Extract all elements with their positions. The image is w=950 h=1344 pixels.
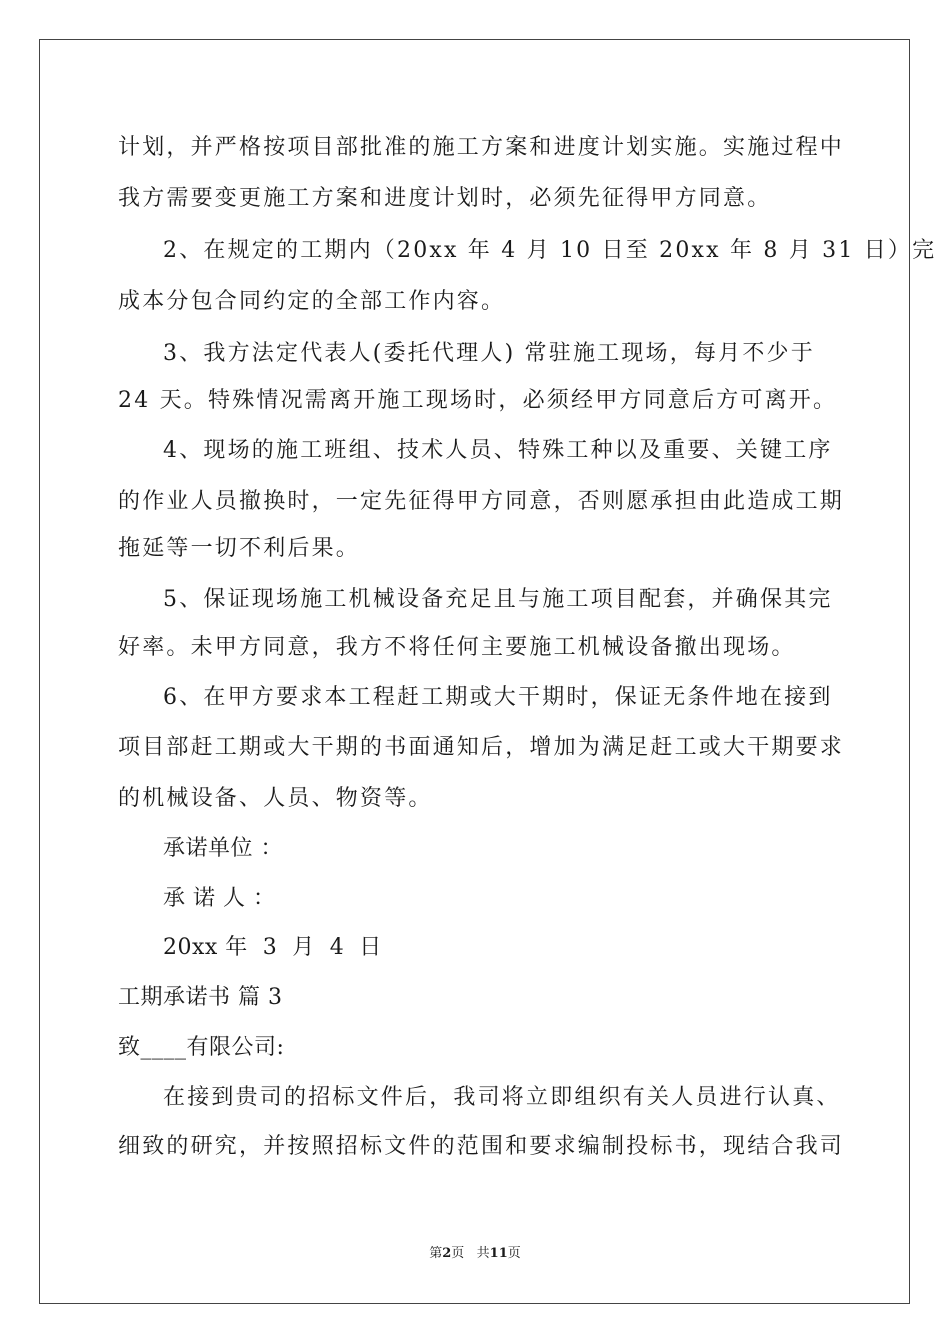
- body-line-1: 计划，并严格按项目部批准的施工方案和进度计划实施。实施过程中: [118, 135, 845, 160]
- section-title: 工期承诺书 篇 3: [118, 985, 283, 1010]
- page-border: [39, 39, 937, 1304]
- clause-4-line-3: 拖延等一切不利后果。: [118, 536, 361, 561]
- clause-6-line-1: 6、在甲方要求本工程赶工期或大干期时，保证无条件地在接到: [163, 685, 833, 710]
- clause-6-line-2: 项目部赶工期或大干期的书面通知后，增加为满足赶工或大干期要求: [118, 735, 845, 760]
- clause-3-line-1: 3、我方法定代表人(委托代理人) 常驻施工现场，每月不少于: [163, 341, 815, 366]
- page-footer: [0, 1245, 950, 1263]
- clause-3-line-2: 24 天。特殊情况需离开施工现场时，必须经甲方同意后方可离开。: [118, 388, 838, 413]
- body-line-2: 我方需要变更施工方案和进度计划时，必须先征得甲方同意。: [118, 186, 772, 211]
- letter-body-line-1: 在接到贵司的招标文件后，我司将立即组织有关人员进行认真、: [163, 1085, 841, 1110]
- promisor-label: 承 诺 人 ：: [163, 886, 276, 911]
- footer-page-prefix: 第: [429, 1246, 443, 1261]
- footer-page-number: 2: [442, 1246, 452, 1261]
- footer-total-suffix: 页: [507, 1246, 521, 1261]
- clause-5-line-2: 好率。未甲方同意，我方不将任何主要施工机械设备撤出现场。: [118, 635, 796, 660]
- addressee-line: 致____有限公司:: [118, 1035, 285, 1060]
- clause-4-line-1: 4、现场的施工班组、技术人员、特殊工种以及重要、关键工序: [163, 438, 833, 463]
- signature-date: 20xx 年 3 月 4 日: [163, 935, 382, 960]
- letter-body-line-2: 细致的研究，并按照招标文件的范围和要求编制投标书，现结合我司: [118, 1134, 845, 1159]
- clause-4-line-2: 的作业人员撤换时，一定先征得甲方同意，否则愿承担由此造成工期: [118, 489, 845, 514]
- promisor-unit-label: 承诺单位 ：: [163, 836, 283, 861]
- footer-total-pages: 11: [489, 1246, 508, 1261]
- clause-2-line-2: 成本分包合同约定的全部工作内容。: [118, 289, 506, 314]
- clause-2-line-1: 2、在规定的工期内（20xx 年 4 月 10 日至 20xx 年 8 月 31 日）完: [163, 238, 937, 263]
- clause-5-line-1: 5、保证现场施工机械设备充足且与施工项目配套，并确保其完: [163, 587, 833, 612]
- footer-page-suffix: 页 共: [451, 1246, 490, 1261]
- clause-6-line-3: 的机械设备、人员、物资等。: [118, 786, 433, 811]
